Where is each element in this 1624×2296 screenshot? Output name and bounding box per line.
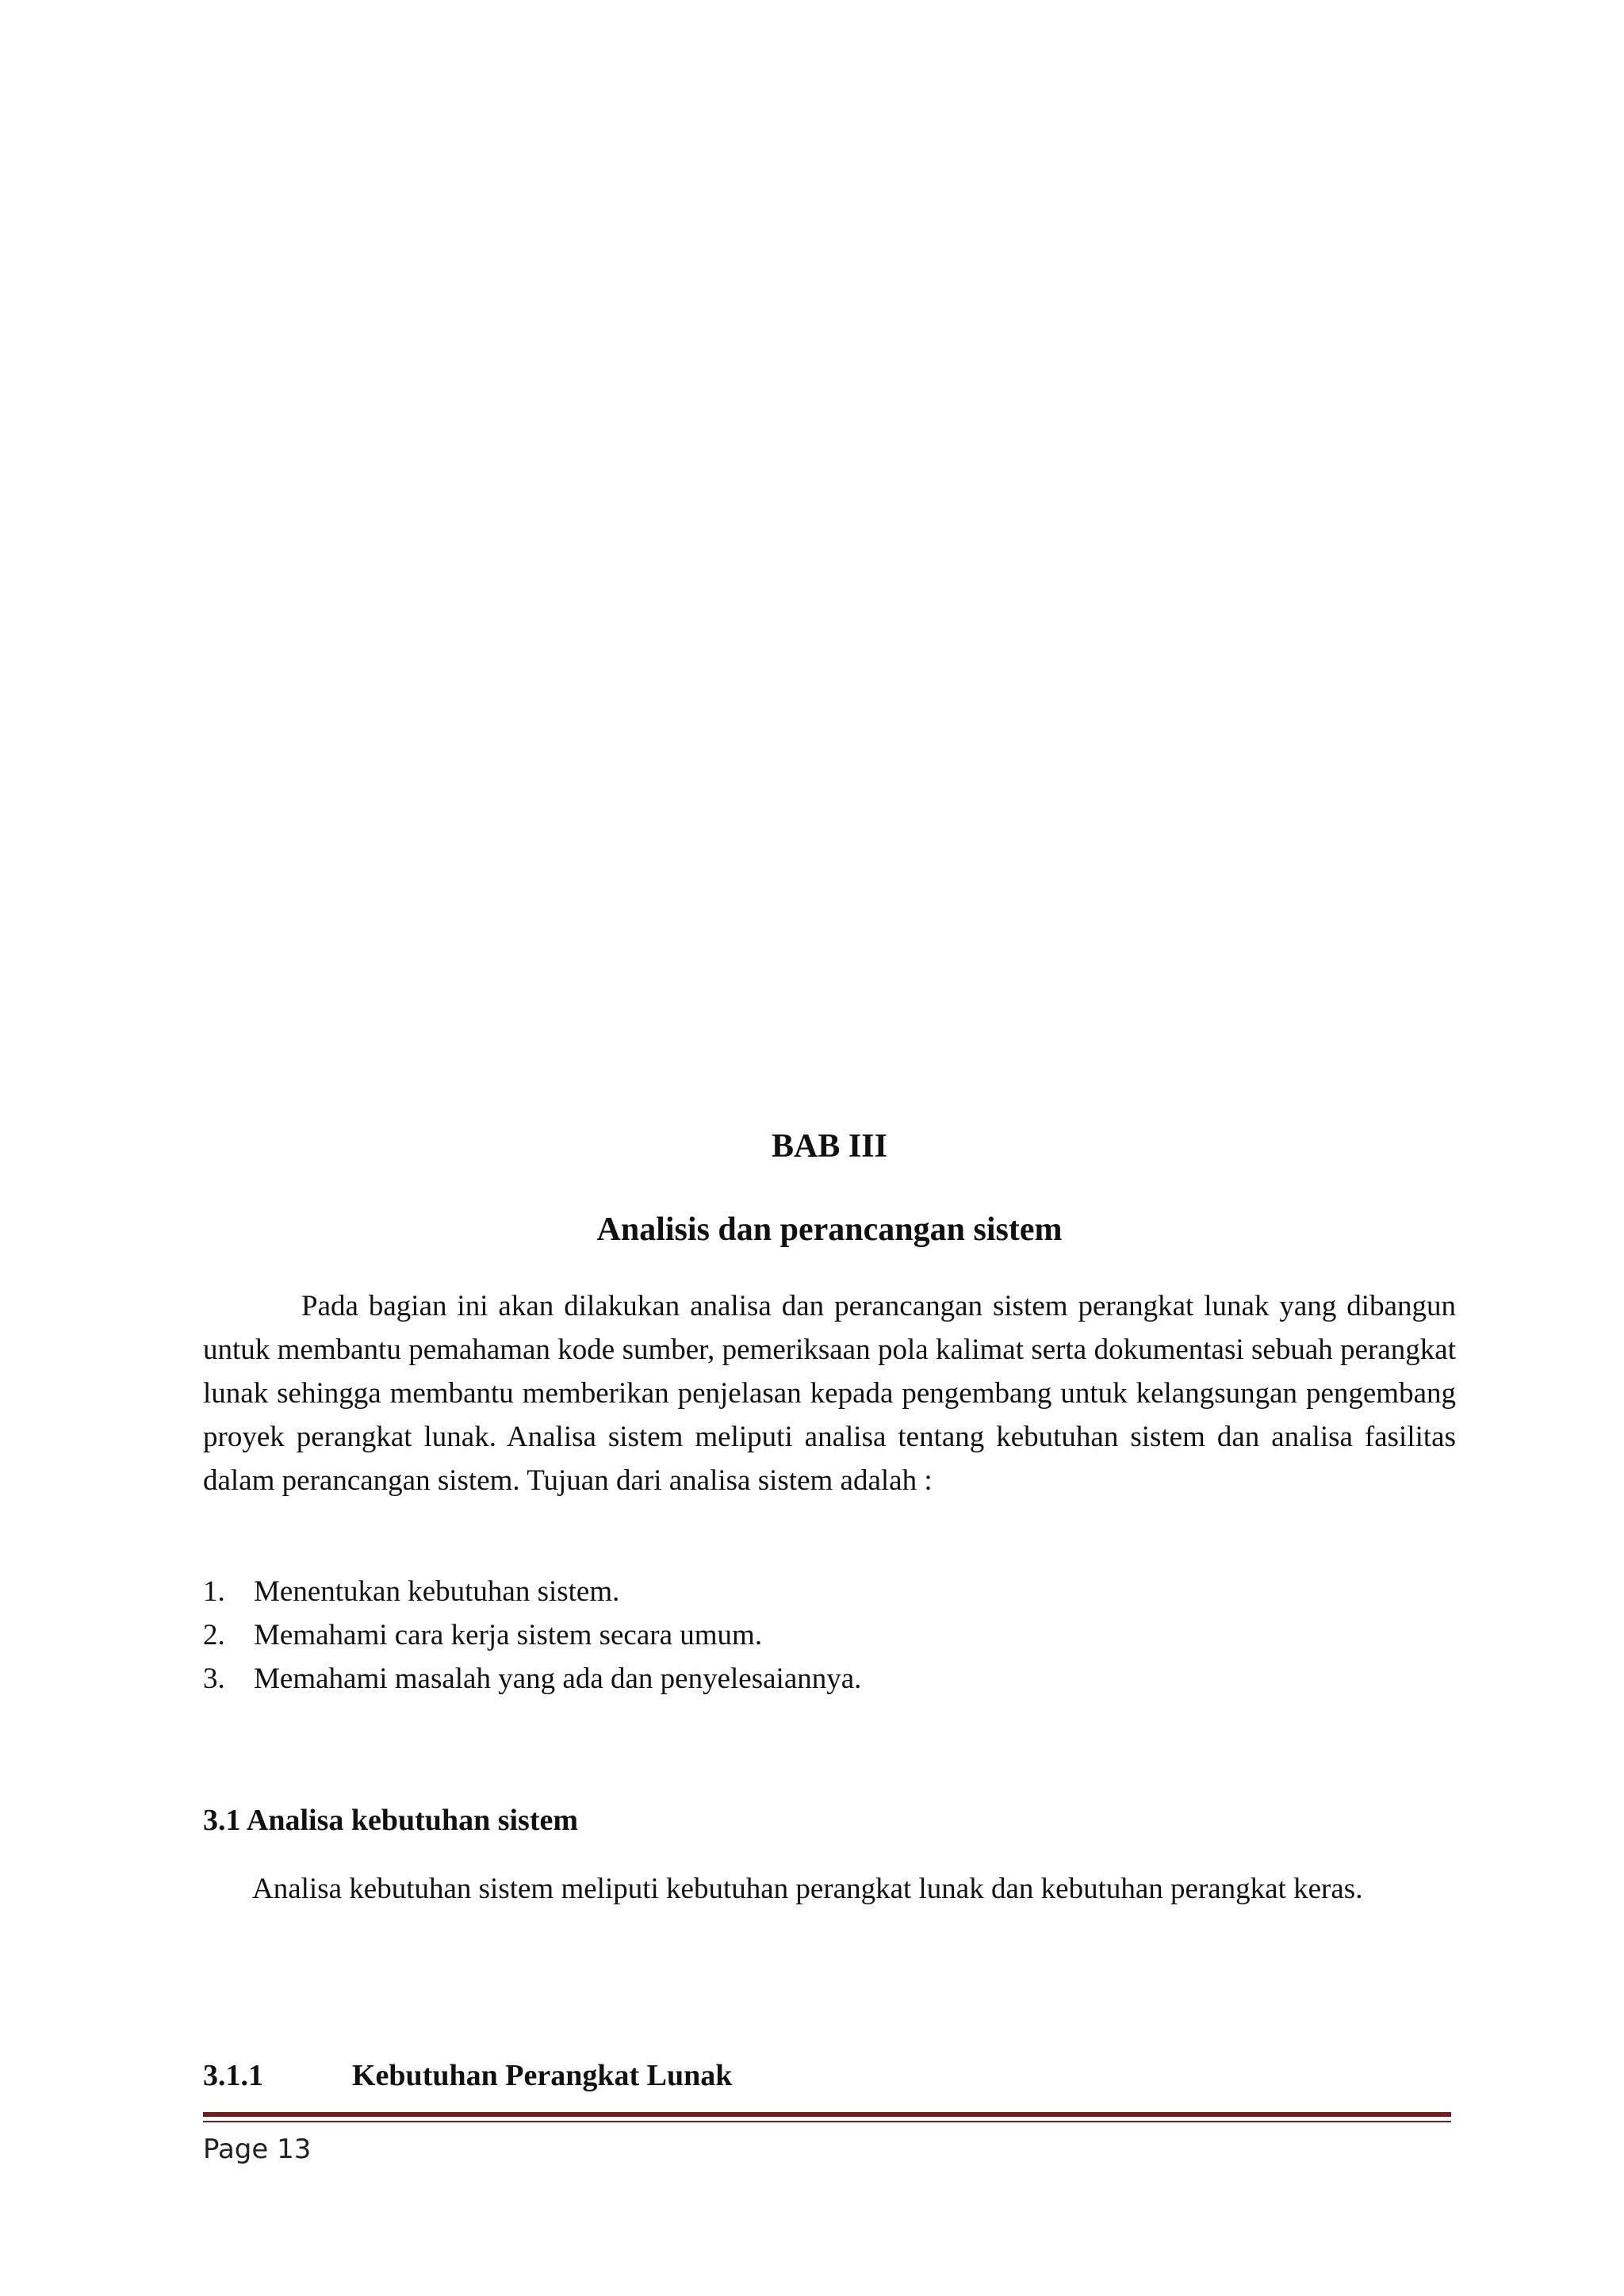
subsection-heading — [203, 2055, 732, 2096]
list-item — [203, 1657, 1456, 1701]
chapter-subtitle: Analisis dan perancangan sistem — [596, 1211, 1063, 1248]
chapter-title: BAB III — [772, 1128, 887, 1165]
list-item — [203, 1613, 1456, 1657]
objectives-list — [203, 1570, 1456, 1701]
intro-paragraph: Pada bagian ini akan dilakukan analisa dan perancangan sistem perangkat lunak yang dibangun untuk membantu pemahaman kode sumber, pemeriksaan pola kalimat serta dokumentasi sebuah perangkat lunak sehingga membantu memberikan penjelasan kepada pengembang untuk kelangsungan pengembang proyek perangkat lunak. Analisa sistem meliputi analisa tentang kebutuhan sistem dan analisa fasilitas dalam perancangan sistem. Tujuan dari analisa sistem adalah : — [203, 1290, 1456, 1497]
list-item-text: Menentukan kebutuhan sistem. — [254, 1575, 620, 1608]
footer-rule-thick — [203, 2112, 1451, 2117]
list-item — [203, 1570, 1456, 1613]
section-body: Analisa kebutuhan sistem meliputi kebutuhan perangkat lunak dan kebutuhan perangkat keras. — [252, 1873, 1363, 1905]
section-heading: 3.1 Analisa kebutuhan sistem — [203, 1804, 579, 1837]
list-item-number: 1. — [203, 1575, 225, 1608]
subsection-number: 3.1.1 — [203, 2059, 263, 2092]
list-item-text: Memahami masalah yang ada dan penyelesaiannya. — [254, 1663, 862, 1695]
list-item-number: 2. — [203, 1619, 225, 1651]
list-item-number: 3. — [203, 1663, 225, 1695]
footer-rule-thin — [203, 2121, 1451, 2122]
list-item-text: Memahami cara kerja sistem secara umum. — [254, 1619, 763, 1651]
subsection-title: Kebutuhan Perangkat Lunak — [352, 2059, 733, 2092]
page-number: Page 13 — [203, 2133, 312, 2165]
